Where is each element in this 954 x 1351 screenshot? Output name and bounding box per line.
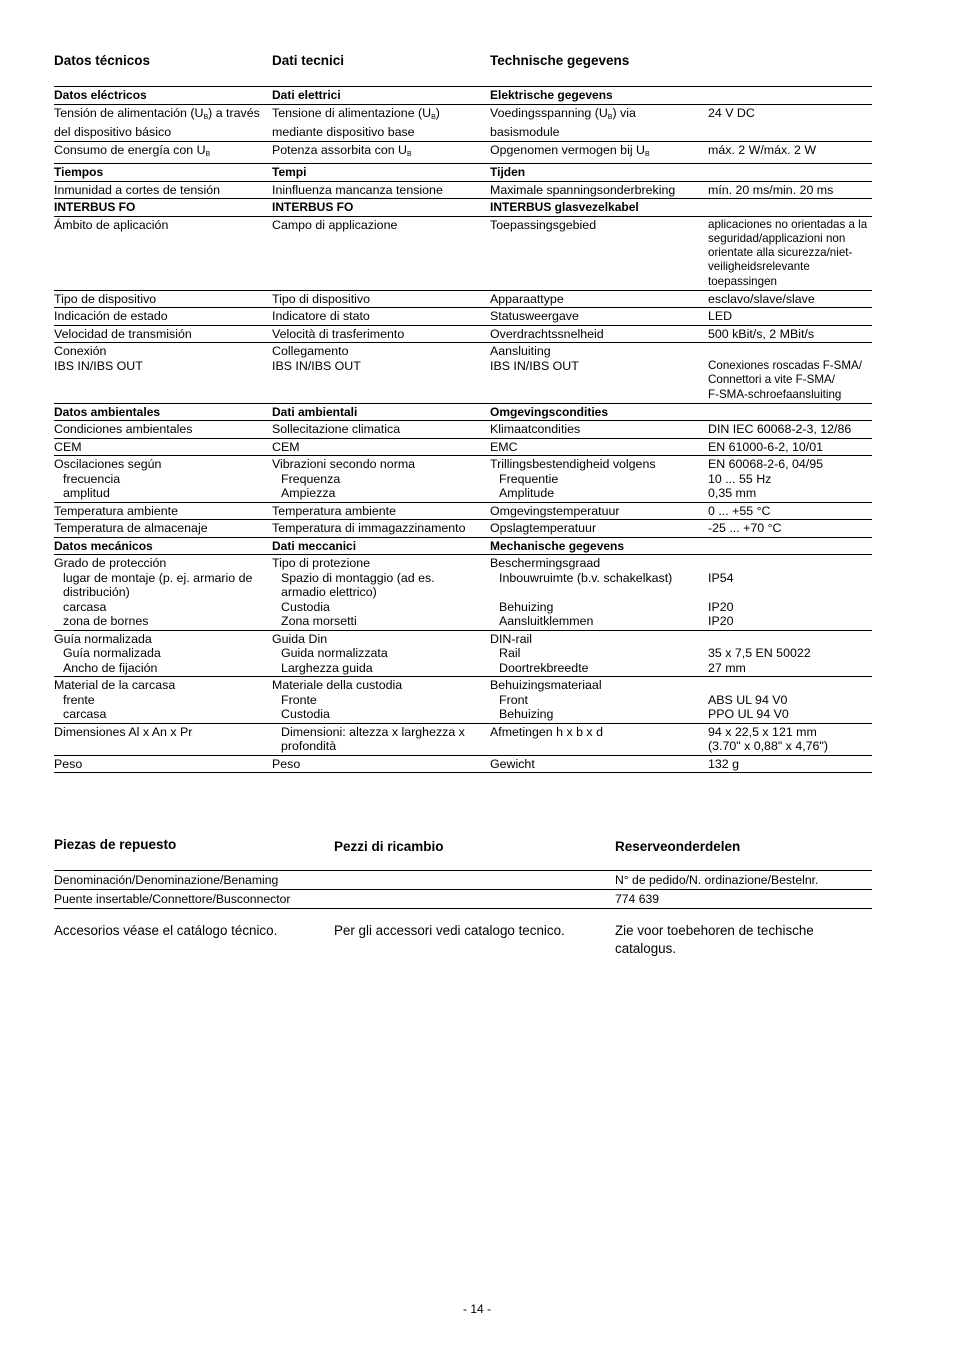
cell-text: del dispositivo básico bbox=[54, 125, 172, 139]
cell-line: Vibrazioni secondo norma bbox=[272, 457, 416, 472]
cell-line: Inbouwruimte (b.v. schakelkast) bbox=[499, 570, 673, 585]
cell-line: Dimensioni: altezza x larghezza x bbox=[281, 724, 465, 739]
cell: Tempi bbox=[272, 164, 490, 182]
parts-order-header: N° de pedido/N. ordinazione/Bestelnr. bbox=[615, 871, 872, 890]
table-row bbox=[54, 677, 872, 724]
table-row bbox=[54, 181, 872, 199]
cell: Gewicht bbox=[490, 755, 708, 773]
cell bbox=[54, 630, 272, 677]
cell-line: lugar de montaje (p. ej. armario de bbox=[63, 570, 253, 585]
cell-line: profondità bbox=[281, 739, 337, 754]
table-row bbox=[54, 755, 872, 773]
note-nl-line: Zie voor toebehoren de techische bbox=[615, 923, 814, 938]
cell-line bbox=[708, 678, 872, 693]
cell: Toepassingsgebied bbox=[490, 216, 708, 290]
cell-text: Voedingsspanning (U bbox=[490, 105, 608, 120]
cell: Dati elettrici bbox=[272, 87, 490, 105]
cell bbox=[54, 677, 272, 724]
cell: Tijden bbox=[490, 164, 708, 182]
cell-line: Behuizing bbox=[499, 707, 554, 722]
tech-data-table bbox=[54, 86, 872, 773]
cell: Temperatura ambiente bbox=[54, 502, 272, 520]
parts-order-number: 774 639 bbox=[615, 890, 872, 909]
cell-line: Tipo di protezione bbox=[272, 556, 371, 571]
cell-line: Dimensiones Al x An x Pr bbox=[54, 724, 193, 739]
cell: Indicatore di stato bbox=[272, 308, 490, 326]
table-row bbox=[54, 421, 872, 439]
cell-line: Materiale della custodia bbox=[272, 678, 403, 693]
cell: 0 ... +55 °C bbox=[708, 502, 872, 520]
cell-line: Custodia bbox=[281, 707, 330, 722]
cell-line: carcasa bbox=[63, 599, 107, 614]
cell-text: basismodule bbox=[490, 125, 560, 139]
cell-line: EN 60068-2-6, 04/95 bbox=[708, 457, 824, 472]
cell: Opslagtemperatuur bbox=[490, 520, 708, 538]
cell-line: PPO UL 94 V0 bbox=[708, 707, 789, 722]
cell bbox=[490, 555, 708, 631]
cell-line: zona de bornes bbox=[63, 614, 149, 629]
cell-line: IBS IN/IBS OUT bbox=[490, 358, 579, 373]
cell-line: Material de la carcasa bbox=[54, 678, 176, 693]
cell-line: Trillingsbestendigheid volgens bbox=[490, 457, 656, 472]
cell bbox=[708, 537, 872, 555]
cell-line bbox=[708, 632, 872, 647]
cell: INTERBUS FO bbox=[272, 199, 490, 217]
cell-line: IBS IN/IBS OUT bbox=[272, 358, 361, 373]
table-row bbox=[54, 290, 872, 308]
cell: 132 g bbox=[708, 755, 872, 773]
cell bbox=[54, 456, 272, 503]
cell bbox=[272, 555, 490, 631]
cell-text: Consumo de energía con U bbox=[54, 142, 206, 157]
cell bbox=[54, 104, 272, 141]
subscript: B bbox=[431, 113, 436, 121]
cell-line: F-SMA-schroefaansluiting bbox=[708, 387, 842, 401]
cell-line: Beschermingsgraad bbox=[490, 556, 601, 571]
subscript: B bbox=[607, 113, 613, 121]
cell-line: orientate alla sicurezza/niet- bbox=[708, 246, 853, 260]
cell-line: Frequenza bbox=[281, 471, 341, 486]
cell-line: Zona morsetti bbox=[281, 614, 357, 629]
cell-line: Behuizing bbox=[499, 599, 554, 614]
cell: DIN IEC 60068-2-3, 12/86 bbox=[708, 421, 872, 439]
table-row bbox=[54, 456, 872, 503]
cell-line bbox=[708, 556, 872, 571]
cell-line: veiligheidsrelevante bbox=[708, 260, 810, 274]
cell: Maximale spanningsonderbreking bbox=[490, 181, 708, 199]
cell-line: Custodia bbox=[281, 599, 330, 614]
table-row bbox=[54, 308, 872, 326]
cell-line: Aansluiting bbox=[490, 344, 551, 359]
cell-line: 0,35 mm bbox=[708, 486, 757, 501]
cell-text: ) via bbox=[612, 105, 636, 120]
table-row bbox=[54, 325, 872, 343]
cell-text: ) a través bbox=[208, 105, 260, 120]
cell bbox=[272, 630, 490, 677]
header-nl: Technische gegevens bbox=[490, 53, 630, 68]
cell bbox=[708, 216, 872, 290]
cell bbox=[708, 555, 872, 631]
cell-line: 35 x 7,5 EN 50022 bbox=[708, 646, 811, 661]
cell: Indicación de estado bbox=[54, 308, 272, 326]
cell: Peso bbox=[272, 755, 490, 773]
subscript: B bbox=[203, 113, 209, 121]
parts-header-nl: Reserveonderdelen bbox=[615, 839, 741, 854]
cell-line: armadio elettrico) bbox=[281, 585, 377, 600]
cell bbox=[272, 723, 490, 755]
cell bbox=[54, 723, 272, 755]
cell bbox=[490, 343, 708, 403]
cell-line: Spazio di montaggio (ad es. bbox=[281, 570, 435, 585]
table-row bbox=[54, 502, 872, 520]
cell: LED bbox=[708, 308, 872, 326]
cell: máx. 2 W/máx. 2 W bbox=[708, 141, 872, 164]
section-header-row bbox=[54, 199, 872, 217]
cell-line: Ampiezza bbox=[281, 486, 336, 501]
cell bbox=[708, 87, 872, 105]
note-es: Accesorios véase el catálogo técnico. bbox=[54, 923, 278, 938]
cell-line: Frequentie bbox=[499, 471, 559, 486]
cell-line: Conexión bbox=[54, 344, 107, 359]
cell: Datos mecánicos bbox=[54, 537, 272, 555]
cell-line: ABS UL 94 V0 bbox=[708, 692, 788, 707]
cell: Dati meccanici bbox=[272, 537, 490, 555]
cell: INTERBUS FO bbox=[54, 199, 272, 217]
cell-line: amplitud bbox=[63, 486, 110, 501]
parts-name: Puente insertable/Connettore/Busconnector bbox=[54, 890, 615, 909]
cell bbox=[708, 723, 872, 755]
cell-line: 27 mm bbox=[708, 660, 746, 675]
cell: Velocidad de transmisión bbox=[54, 325, 272, 343]
cell-line: toepassingen bbox=[708, 274, 777, 288]
subscript: B bbox=[644, 150, 650, 158]
cell-line: Guida normalizzata bbox=[281, 646, 388, 661]
cell: Peso bbox=[54, 755, 272, 773]
cell: Tiempos bbox=[54, 164, 272, 182]
cell: Ininfluenza mancanza tensione bbox=[272, 181, 490, 199]
cell-line: Afmetingen h x b x d bbox=[490, 724, 603, 739]
cell: Elektrische gegevens bbox=[490, 87, 708, 105]
cell: EMC bbox=[490, 438, 708, 456]
cell bbox=[708, 164, 872, 182]
spacer bbox=[708, 344, 872, 359]
cell-line: Fronte bbox=[281, 692, 317, 707]
note-it: Per gli accessori vedi catalogo tecnico. bbox=[334, 923, 565, 938]
cell: Statusweergave bbox=[490, 308, 708, 326]
cell: Omgevingscondities bbox=[490, 403, 708, 421]
cell-line: Collegamento bbox=[272, 344, 349, 359]
cell bbox=[708, 199, 872, 217]
cell bbox=[490, 677, 708, 724]
cell: Ámbito de aplicación bbox=[54, 216, 272, 290]
parts-name-header: Denominación/Denominazione/Benaming bbox=[54, 871, 615, 890]
cell-line: IBS IN/IBS OUT bbox=[54, 358, 143, 373]
note-nl bbox=[615, 922, 814, 957]
cell: Condiciones ambientales bbox=[54, 421, 272, 439]
cell-line: Guía normalizada bbox=[63, 646, 161, 661]
cell bbox=[490, 456, 708, 503]
table-row bbox=[54, 141, 872, 164]
cell-line: carcasa bbox=[63, 707, 107, 722]
cell: Klimaatcondities bbox=[490, 421, 708, 439]
table-row bbox=[54, 343, 872, 403]
cell: esclavo/slave/slave bbox=[708, 290, 872, 308]
cell-text: ) bbox=[435, 105, 440, 120]
cell-line: IP20 bbox=[708, 614, 734, 629]
note-nl-line: catalogus. bbox=[615, 940, 677, 956]
cell bbox=[272, 343, 490, 403]
cell-line: frente bbox=[63, 692, 95, 707]
cell: Sollecitazione climatica bbox=[272, 421, 490, 439]
cell-text: Opgenomen vermogen bij U bbox=[490, 142, 645, 157]
cell-line: Larghezza guida bbox=[281, 660, 373, 675]
cell: Dati ambientali bbox=[272, 403, 490, 421]
cell: Datos ambientales bbox=[54, 403, 272, 421]
cell-line: DIN-rail bbox=[490, 631, 532, 646]
cell: CEM bbox=[272, 438, 490, 456]
section-header-row bbox=[54, 87, 872, 105]
cell-text: Tensione di alimentazione (U bbox=[272, 105, 432, 120]
cell-line: 10 ... 55 Hz bbox=[708, 471, 772, 486]
table-row bbox=[54, 104, 872, 141]
cell-line: distribución) bbox=[63, 585, 130, 600]
cell-line: Behuizingsmateriaal bbox=[490, 678, 602, 693]
cell: Inmunidad a cortes de tensión bbox=[54, 181, 272, 199]
cell: INTERBUS glasvezelkabel bbox=[490, 199, 708, 217]
section-header-row bbox=[54, 403, 872, 421]
cell-line: Connettori a vite F-SMA/ bbox=[708, 373, 835, 387]
cell-line: IP20 bbox=[708, 599, 734, 614]
cell: Apparaattype bbox=[490, 290, 708, 308]
cell bbox=[272, 677, 490, 724]
cell: Omgevingstemperatuur bbox=[490, 502, 708, 520]
section-header-row bbox=[54, 164, 872, 182]
cell-line: IP54 bbox=[708, 570, 734, 585]
cell bbox=[272, 456, 490, 503]
cell-line: Oscilaciones según bbox=[54, 457, 162, 472]
cell bbox=[54, 343, 272, 403]
cell bbox=[490, 141, 708, 164]
cell: Campo di applicazione bbox=[272, 216, 490, 290]
spare-parts-table bbox=[54, 870, 872, 909]
cell bbox=[490, 630, 708, 677]
table-row bbox=[54, 871, 872, 890]
parts-header-it: Pezzi di ricambio bbox=[334, 839, 444, 854]
cell-text: Potenza assorbita con U bbox=[272, 142, 407, 157]
cell: Temperatura de almacenaje bbox=[54, 520, 272, 538]
cell bbox=[490, 723, 708, 755]
cell bbox=[708, 456, 872, 503]
cell: Tipo de dispositivo bbox=[54, 290, 272, 308]
cell bbox=[54, 555, 272, 631]
cell: Velocità di trasferimento bbox=[272, 325, 490, 343]
cell-line: Amplitude bbox=[499, 486, 555, 501]
table-row bbox=[54, 555, 872, 631]
cell: Temperatura di immagazzinamento bbox=[272, 520, 490, 538]
cell bbox=[54, 141, 272, 164]
table-row bbox=[54, 438, 872, 456]
table-row bbox=[54, 216, 872, 290]
table-row bbox=[54, 520, 872, 538]
parts-header-es: Piezas de repuesto bbox=[54, 837, 177, 852]
cell bbox=[708, 343, 872, 403]
cell: Mechanische gegevens bbox=[490, 537, 708, 555]
section-header-row bbox=[54, 537, 872, 555]
cell-line: Grado de protección bbox=[54, 556, 167, 571]
subscript: B bbox=[205, 150, 211, 158]
cell: EN 61000-6-2, 10/01 bbox=[708, 438, 872, 456]
cell-line: Doortrekbreedte bbox=[499, 660, 589, 675]
header-it: Dati tecnici bbox=[272, 53, 345, 68]
cell: Datos eléctricos bbox=[54, 87, 272, 105]
cell-line bbox=[708, 585, 872, 600]
cell-line: (3.70" x 0,88" x 4,76") bbox=[708, 739, 828, 754]
cell-line bbox=[490, 585, 708, 600]
table-row bbox=[54, 890, 872, 909]
cell: 24 V DC bbox=[708, 104, 872, 141]
cell-line: aplicaciones no orientadas a la bbox=[708, 217, 868, 231]
cell: Temperatura ambiente bbox=[272, 502, 490, 520]
cell-line: seguridad/applicazioni non bbox=[708, 231, 846, 245]
cell-text: mediante dispositivo base bbox=[272, 125, 415, 139]
table-row bbox=[54, 630, 872, 677]
cell bbox=[708, 677, 872, 724]
cell: Tipo di dispositivo bbox=[272, 290, 490, 308]
cell-line: Rail bbox=[499, 646, 521, 661]
cell-text: Tensión de alimentación (U bbox=[54, 105, 204, 120]
cell: 500 kBit/s, 2 MBit/s bbox=[708, 325, 872, 343]
cell: mín. 20 ms/min. 20 ms bbox=[708, 181, 872, 199]
cell-line: Conexiones roscadas F-SMA/ bbox=[708, 358, 863, 372]
cell-line: Aansluitklemmen bbox=[499, 614, 594, 629]
cell bbox=[708, 403, 872, 421]
cell bbox=[272, 141, 490, 164]
cell-line: frecuencia bbox=[63, 471, 121, 486]
cell-line: Guía normalizada bbox=[54, 631, 152, 646]
subscript: B bbox=[407, 150, 412, 158]
cell-line: 94 x 22,5 x 121 mm bbox=[708, 724, 817, 739]
header-es: Datos técnicos bbox=[54, 53, 151, 68]
cell: -25 ... +70 °C bbox=[708, 520, 872, 538]
cell-line: Front bbox=[499, 692, 528, 707]
page-number: - 14 - bbox=[462, 1302, 491, 1316]
cell bbox=[490, 104, 708, 141]
table-row bbox=[54, 723, 872, 755]
cell-line: Guida Din bbox=[272, 631, 328, 646]
cell bbox=[708, 630, 872, 677]
cell-line: Ancho de fijación bbox=[63, 660, 158, 675]
cell bbox=[272, 104, 490, 141]
cell: Overdrachtssnelheid bbox=[490, 325, 708, 343]
cell: CEM bbox=[54, 438, 272, 456]
